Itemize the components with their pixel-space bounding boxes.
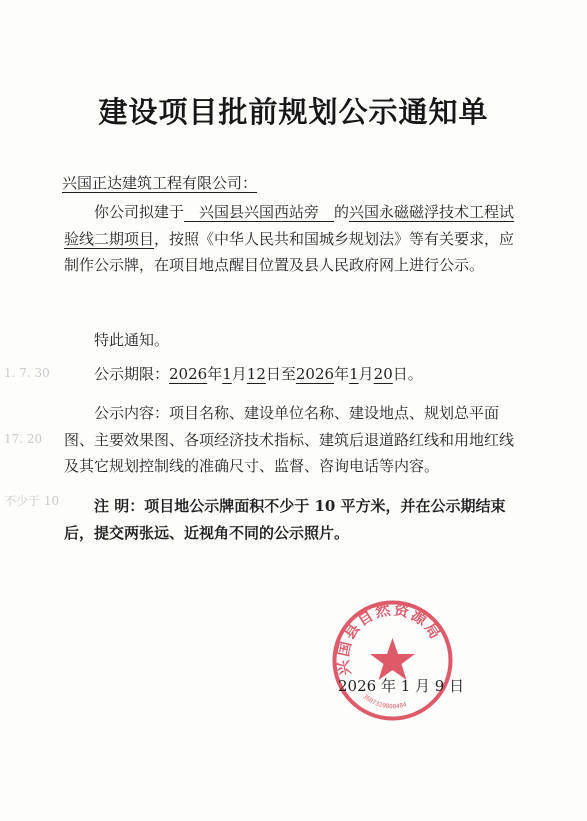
text-segment: 月: [358, 365, 374, 383]
bleed-through-text: 1. 7. 30: [4, 366, 50, 380]
bleed-through-text: 不少于 10: [4, 494, 60, 508]
text-segment: 年: [207, 365, 223, 383]
start-year: 2026: [169, 365, 208, 383]
seal-text: 兴国县自然资源局: [333, 600, 446, 677]
end-day: 20: [373, 365, 393, 383]
text-segment: 月: [231, 365, 247, 383]
addressee: 兴国正达建筑工程有限公司：: [62, 174, 258, 192]
seal-star-icon: [370, 638, 415, 680]
text-segment: 年: [334, 365, 350, 383]
end-month: 1: [349, 365, 359, 383]
text-segment: 特此通知。: [94, 331, 170, 349]
end-year: 2026: [295, 365, 335, 383]
publicity-period: [64, 361, 524, 388]
text-segment: 日至: [265, 365, 296, 383]
text-segment: ，按照《中华人民共和国城乡规划法》等有关要求，应制作公示牌，在项目地点醒目位置及县人民政府网上进行公示。: [64, 229, 515, 274]
bleed-through-text: 17. 20: [4, 432, 43, 446]
notice-closing: [64, 327, 524, 354]
start-day: 12: [246, 365, 266, 383]
official-seal: [330, 598, 455, 723]
text-segment: 公示内容：项目名称、建设单位名称、建设地点、规划总平面图、主要效果图、各项经济技术指标、建筑后退道路红线和用地红线及其它规划控制线的准确尺寸、监督、咨询电话等内容。: [64, 404, 515, 475]
text-segment: 日。: [392, 365, 423, 383]
issue-date: 2026 年 1 月 9 日: [338, 677, 465, 695]
text-segment: 注 明：项目地公示牌面积不少于 10 平方米，并在公示期结束后，提交两张远、近视角不同的公示照片。: [64, 497, 506, 542]
note-paragraph: [64, 493, 524, 546]
document-title: 建设项目批前规划公示通知单: [98, 95, 489, 129]
project-name: 兴国永磁磁浮技术工程试验线二期项目: [64, 203, 515, 248]
text-segment: 的: [334, 203, 350, 221]
seal-code: 3607320800484: [361, 692, 408, 711]
project-location: 兴国县兴国西站旁: [184, 203, 335, 221]
text-segment: 你公司拟建于: [94, 203, 185, 221]
start-month: 1: [222, 365, 232, 383]
period-label: 公示期限：: [94, 365, 170, 383]
publicity-content: [64, 400, 524, 480]
notice-paragraph-main: [64, 199, 524, 279]
